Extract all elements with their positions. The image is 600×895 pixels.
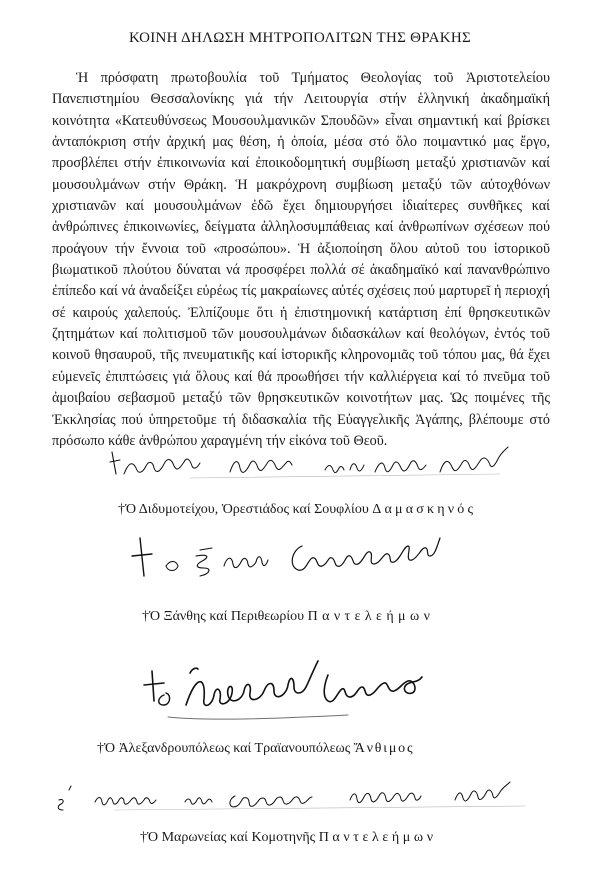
signatory-name-4 [140, 830, 437, 846]
signatory-title-4: †Ὁ Μαρωνείας καί Κομοτηνῆς [140, 830, 319, 845]
declaration-body: Ἡ πρόσφατη πρωτοβουλία τοῦ Τμήματος Θεολογίας τοῦ Ἀριστοτελείου Πανεπιστημίου Θεσσαλονίκης γιά τήν Λειτουργία στήν ἑλληνική ἀκαδημαϊκή κοινότητα «Κατευθύνσεως Μουσουλμανικῶν Σπουδῶν» εἶναι σημαντική καί βρίσκει ἀνταπόκριση στήν ἀρχική μας θέση, ἡ ὁποία, μέσα στό ὅλο ποιμαντικό μας ἔργο, προσβλέπει στήν ἐπικοινωνία καί ἐποικοδομητική συμβίωση μεταξύ χριστιανῶν καί μουσουλμάνων στήν Θράκη. Ἡ μακρόχρονη συμβίωση μεταξύ τῶν αὐτοχθόνων χριστιανῶν καί μουσουλμάνων ἐδῶ ἔχει δημιουργήσει ἰδιαίτερες συνθῆκες καί ἀνθρώπινες ἐπικοινωνίες, δείγματα ἀλληλοσυμπάθειας καί ἀνθρωπίνων σχέσεων πού προάγουν τήν ἔννοια τοῦ «προσώπου». Ἡ ἀξιοποίηση ὅλου αὐτοῦ του ἱστορικοῦ βιωματικοῦ πλούτου δύναται νά προσφέρει πολλά σέ ἀκαδημαϊκό καί πανανθρώπινο ἐπίπεδο καί νά ἀναδείξει εὐρέως τίς μακραίωνες αὐτές σχέσεις πού μαρτυρεῖ ἡ περιοχή σέ καιρούς χαλεπούς. Ἐλπίζουμε ὅτι ἡ ἐπιστημονική κατάρτιση ἐπί θρησκευτικῶν ζητημάτων καί πολιτισμοῦ τῶν μουσουλμάνων διδασκάλων καί θεολόγων, ἐντός τοῦ κοινοῦ θησαυροῦ, τῆς πνευματικῆς καί ἱστορικῆς κληρονομιᾶς τοῦ τόπου μας, θά ἔχει εὐμενεῖς ἐπιπτώσεις γιά ὅλους καί θά προωθήσει τήν καλλιέργεια καί τό πνεῦμα τοῦ ἀμοιβαίου σεβασμοῦ μεταξύ τῶν θρησκευτικῶν κοινοτήτων μας. Ὡς ποιμένες τῆς Ἐκκλησίας πού ὑπηρετοῦμε τή διδασκαλία τῆς Εὐαγγελικῆς Ἀγάπης, βλέπουμε στό πρόσωπο κάθε ἀνθρώπου χαραγμένη τήν εἰκόνα τοῦ Θεοῦ. [52, 70, 550, 449]
signature-block-4 [0, 770, 600, 880]
handwritten-signature-4 [55, 776, 555, 816]
signatory-title-2: †Ὁ Ξάνθης καί Περιθεωρίου [142, 609, 308, 624]
signature-block-1 [0, 440, 600, 530]
signatory-given-name-3: Ἄνθιμος [353, 741, 415, 756]
handwritten-signature-2 [130, 532, 470, 586]
signatory-title-3: †Ὁ Ἀλεξανδρουπόλεως καί Τραϊανουπόλεως [97, 741, 354, 756]
signatory-name-3 [97, 741, 414, 757]
signatory-given-name-2: Παντελεήμων [307, 609, 435, 624]
signatory-given-name-1: Δαμασκηνός [372, 502, 477, 517]
document-title: ΚΟΙΝΗ ΔΗΛΩΣΗ ΜΗΤΡΟΠΟΛΙΤΩΝ ΤΗΣ ΘΡΑΚΗΣ [128, 30, 472, 46]
handwritten-signature-1 [110, 444, 530, 488]
signatory-name-2 [142, 609, 434, 625]
signatory-title-1: †Ὁ Διδυμοτείχου, Ὀρεστιάδος καί Σουφλίου [118, 502, 373, 517]
signatory-given-name-4: Παντελεήμων [318, 830, 437, 845]
signatory-name-1 [118, 502, 476, 518]
handwritten-signature-3 [138, 665, 478, 729]
signature-block-2 [0, 532, 600, 632]
signature-block-3 [0, 665, 600, 765]
